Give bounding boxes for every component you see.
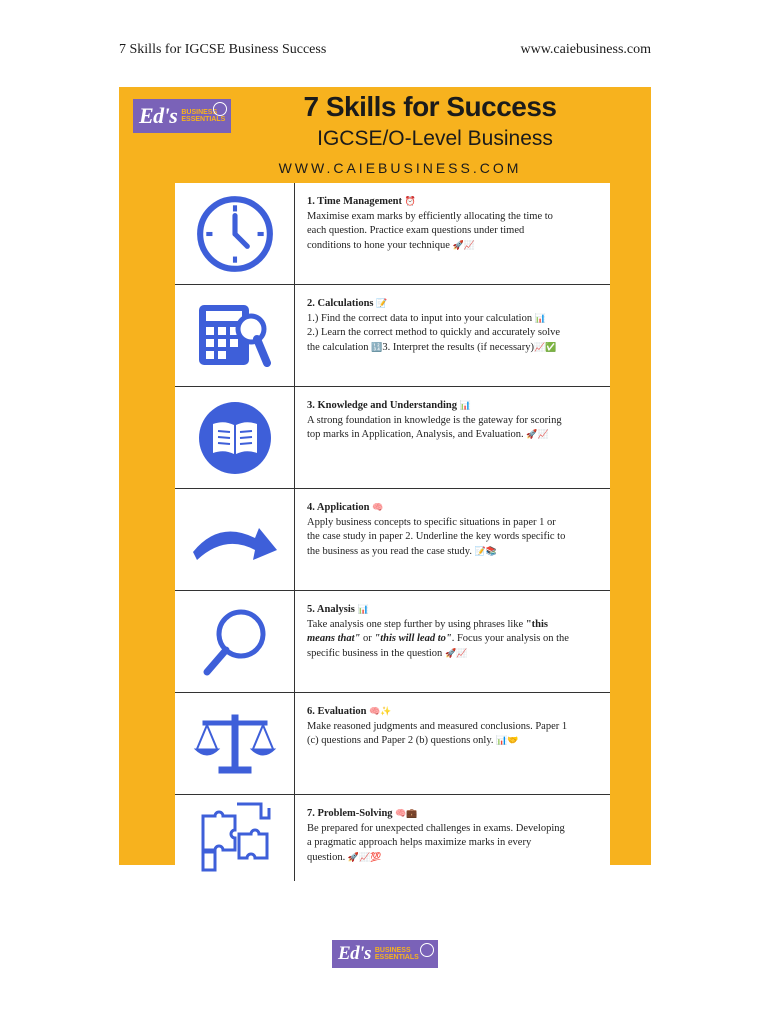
skill-row-3: 3. Knowledge and Understanding 📊 A strong foundation in knowledge is the gateway for scoring top marks in Application, Analysis, and Evaluation. 🚀📈 (175, 387, 610, 489)
skill-row-1: 1. Time Management ⏰ Maximise exam marks by efficiently allocating the time to each question. Practice exam questions under timed conditions to hone your technique 🚀📈 (175, 183, 610, 285)
page-header (119, 42, 651, 62)
scales-icon (193, 709, 277, 779)
header-website[interactable]: www.caiebusiness.com (520, 42, 651, 57)
arrow-icon (189, 510, 281, 570)
infographic-poster (119, 87, 651, 865)
puzzle-icon (197, 800, 273, 876)
poster-title: 7 Skills for Success (303, 91, 557, 122)
book-icon (195, 398, 275, 478)
skills-table (175, 183, 610, 881)
calculator-icon (195, 301, 275, 371)
skill-row-2: 2. Calculations 📝 1.) Find the correct data to input into your calculation 📊 2.) Learn the correct method to quickly and accurately solve the calculation 🔢3. Interpret the results (if necessary)📈✅ (175, 285, 610, 387)
skill-row-7: 7. Problem-Solving 🧠💼 Be prepared for unexpected challenges in exams. Developing a pragmatic approach helps maximize marks in every question. 🚀📈💯 (175, 795, 610, 881)
eds-logo-footer: Ed's BUSINESS ESSENTIALS (332, 940, 438, 968)
poster-subtitle: IGCSE/O-Level Business (317, 127, 553, 150)
skill-row-6: 6. Evaluation 🧠✨ Make reasoned judgments and measured conclusions. Paper 1 (c) questions and Paper 2 (b) questions only. 📊🤝 (175, 693, 610, 795)
poster-website: WWW.CAIEBUSINESS.COM (278, 160, 522, 176)
eds-logo: Ed's BUSINESS ESSENTIALS (133, 99, 231, 133)
skill-row-5: 5. Analysis 📊 Take analysis one step further by using phrases like "this means that" or "this will lead to". Focus your analysis on the specific business in the question 🚀📈 (175, 591, 610, 693)
magnifier-icon (197, 604, 273, 680)
header-title: 7 Skills for IGCSE Business Success (119, 42, 327, 57)
logo-swirl-icon (420, 943, 434, 957)
skill-row-4: 4. Application 🧠 Apply business concepts to specific situations in paper 1 or the case study in paper 2. Underline the key words specific to the business as you read the case study. 📝📚 (175, 489, 610, 591)
clock-icon (194, 193, 276, 275)
